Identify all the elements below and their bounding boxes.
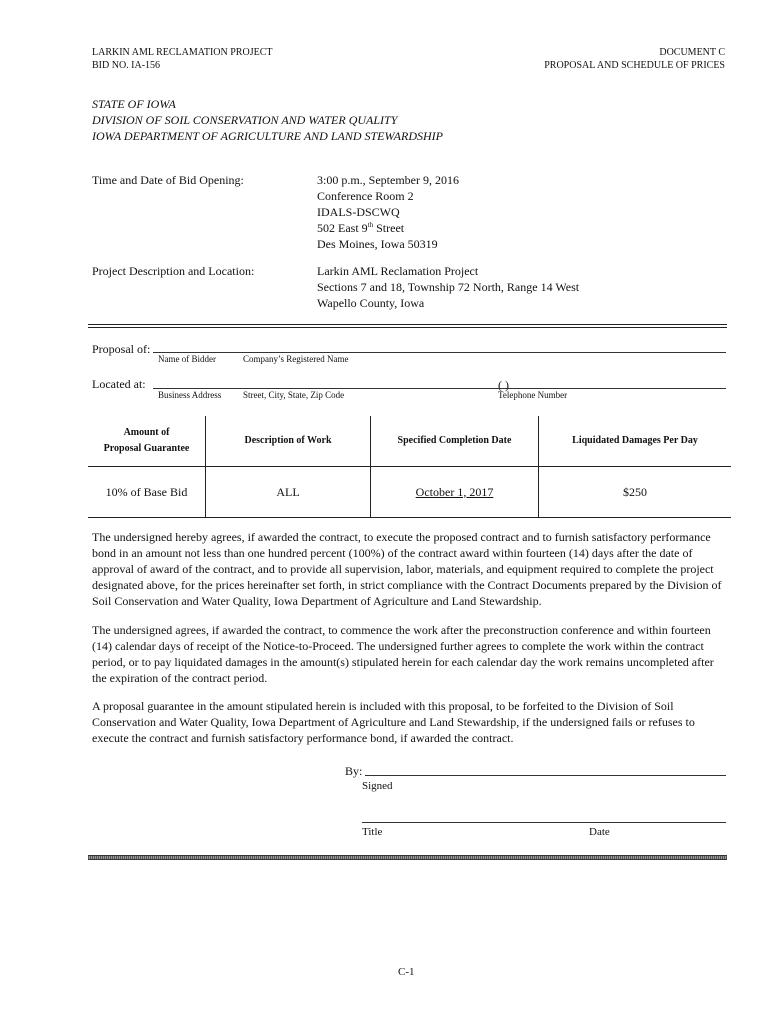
title-date-line[interactable]	[362, 822, 726, 823]
project-county: Wapello County, Iowa	[317, 296, 425, 310]
title-caption: Title	[362, 826, 383, 838]
bid-opening-label: Time and Date of Bid Opening:	[92, 173, 244, 187]
proposal-of-label: Proposal of:	[92, 342, 151, 356]
agency-block	[92, 96, 443, 144]
project-title: LARKIN AML RECLAMATION PROJECT	[92, 47, 273, 58]
paragraph-guarantee: A proposal guarantee in the amount stipulated herein is included with this proposal, to be forfeited to the Division of Soil Conservation and Water Quality, Iowa Department of Agriculture and Land Stewardship, if the undersigned fails or refuses to execute the contract and furnish satisfactory performance bond, if awarded the contract.	[92, 699, 695, 745]
cell-amount: 10% of Base Bid	[88, 467, 206, 518]
bid-number: BID NO. IA-156	[92, 60, 161, 71]
project-details	[317, 263, 579, 311]
header-completion-date: Specified Completion Date	[371, 416, 539, 467]
bid-opening-room: Conference Room 2	[317, 189, 414, 203]
located-at-field[interactable]	[153, 388, 726, 389]
bid-opening-org: IDALS-DSCWQ	[317, 205, 400, 219]
name-of-bidder-caption: Name of Bidder	[158, 354, 216, 364]
table-header-row	[88, 416, 731, 467]
bottom-divider	[88, 855, 727, 860]
by-label: By:	[345, 764, 363, 778]
signed-caption: Signed	[362, 780, 393, 792]
agency-state: STATE OF IOWA	[92, 97, 176, 111]
section-divider	[88, 324, 727, 328]
signature-line[interactable]	[365, 775, 726, 776]
registered-name-caption: Company’s Registered Name	[243, 354, 349, 364]
business-address-caption: Business Address	[158, 390, 222, 400]
bid-opening-street: 502 East 9th Street	[317, 221, 405, 235]
agency-division: DIVISION OF SOIL CONSERVATION AND WATER QUALITY	[92, 113, 398, 127]
cell-liquidated-damages: $250	[623, 484, 647, 499]
project-label: Project Description and Location:	[92, 264, 255, 278]
header-right	[544, 46, 725, 72]
paragraph-schedule: The undersigned agrees, if awarded the contract, to commence the work after the preconstruction conference and within fourteen (14) calendar days of receipt of the Notice-to-Proceed. The undersigned further agrees to complete the work within the contract period, or to pay liquidated damages in the amount(s) stipulated herein for each calendar day the work remains uncompleted after the expiration of the contract period.	[92, 623, 714, 685]
document-label: DOCUMENT C	[659, 47, 725, 58]
header-amount: Amount of Proposal Guarantee	[88, 416, 206, 467]
cell-description: ALL	[206, 467, 371, 518]
bid-opening-city: Des Moines, Iowa 50319	[317, 237, 438, 251]
bid-opening-details	[317, 172, 459, 252]
located-at-label: Located at:	[92, 377, 146, 391]
table-row	[88, 467, 731, 518]
proposal-table	[88, 416, 731, 518]
document-title: PROPOSAL AND SCHEDULE OF PRICES	[544, 60, 725, 71]
header-left	[92, 46, 272, 72]
header-description: Description of Work	[206, 416, 371, 467]
street-city-caption: Street, City, State, Zip Code	[243, 390, 345, 400]
cell-completion-date: October 1, 2017	[371, 467, 539, 518]
date-caption: Date	[589, 826, 610, 838]
bid-opening-time: 3:00 p.m., September 9, 2016	[317, 173, 459, 187]
proposal-of-field[interactable]	[153, 352, 726, 353]
page-number: C-1	[398, 966, 415, 978]
project-sections: Sections 7 and 18, Township 72 North, Range 14 West	[317, 280, 580, 294]
agency-department: IOWA DEPARTMENT OF AGRICULTURE AND LAND STEWARDSHIP	[92, 129, 443, 143]
header-liquidated-damages: Liquidated Damages Per Day	[539, 416, 732, 467]
paragraph-agreement: The undersigned hereby agrees, if awarded the contract, to execute the proposed contract and to furnish satisfactory performance bond in an amount not less than one hundred percent (100%) of the contract award within fourteen (14) days after the date of approval of award of the contract, and to provide all supervision, labor, materials, and equipment required to complete the project designated above, for the prices hereinafter set forth, in strict compliance with the Contract Documents prepared by the Division of Soil Conservation and Water Quality, Iowa Department of Agriculture and Land Stewardship.	[92, 530, 722, 608]
telephone-caption: Telephone Number	[498, 390, 568, 400]
phone-parens: ( )	[498, 378, 509, 392]
project-name: Larkin AML Reclamation Project	[317, 264, 479, 278]
